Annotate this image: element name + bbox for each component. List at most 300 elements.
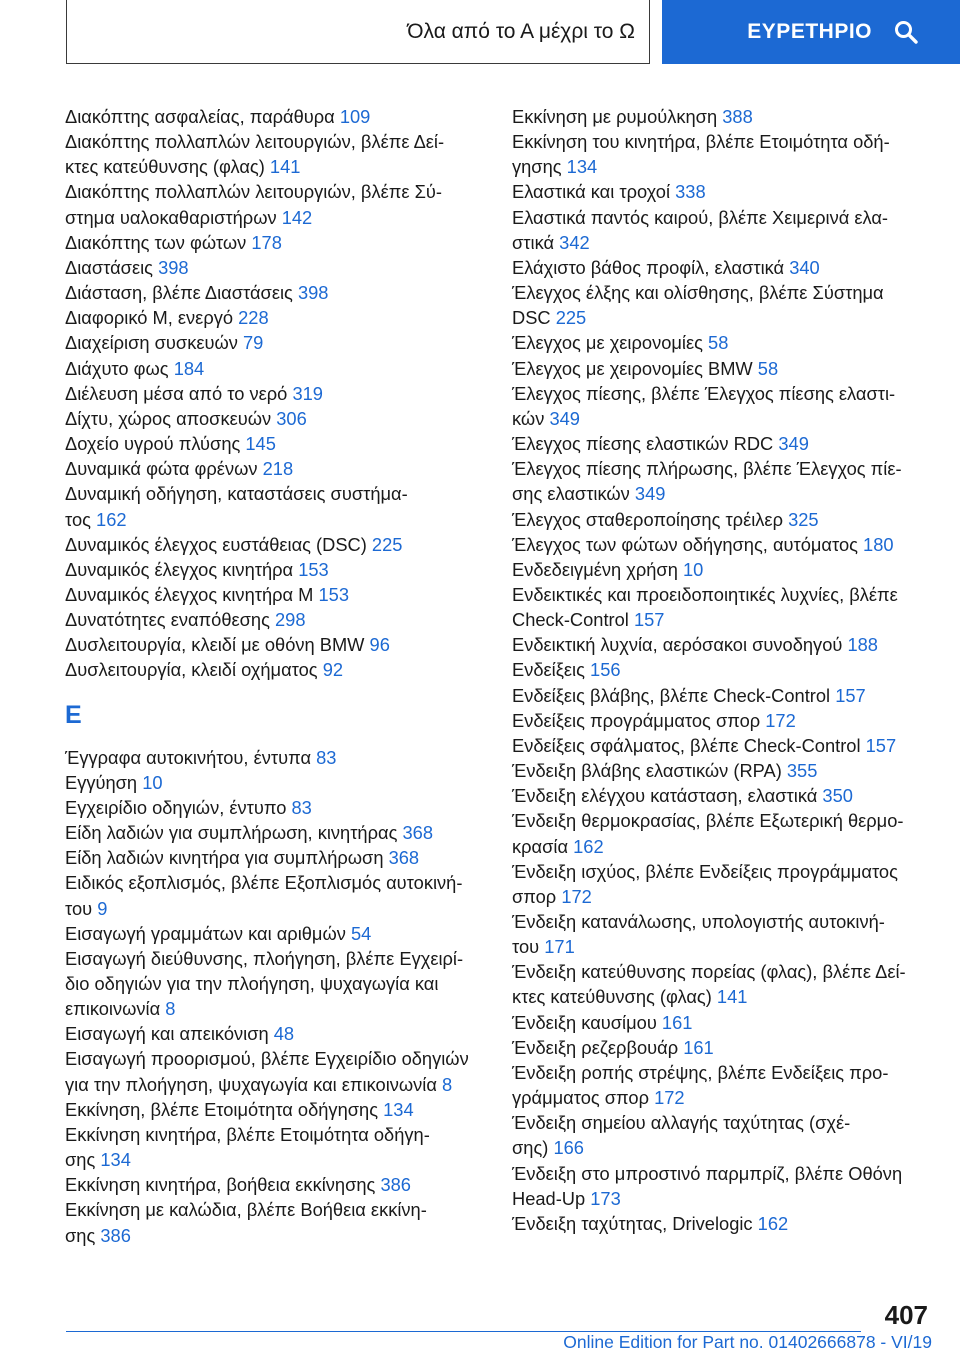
index-entry-label: γησης xyxy=(512,156,562,178)
index-entry xyxy=(512,783,932,808)
index-entry-label: του xyxy=(65,897,93,919)
index-entry-label: Διάχυτο φως xyxy=(65,357,169,379)
index-entry-text xyxy=(65,532,485,557)
index-entry-text xyxy=(65,280,485,305)
index-entry xyxy=(512,1060,932,1110)
index-entry-label: Είδη λαδιών κινητήρα για συμπλήρωση xyxy=(65,847,384,869)
index-column-left xyxy=(65,104,485,1248)
page-reference-link[interactable]: 134 xyxy=(566,156,598,178)
index-entry xyxy=(65,845,485,870)
index-entry-text xyxy=(65,845,485,870)
index-entry xyxy=(65,104,485,129)
index-entry-label: Έλεγχος πίεσης ελαστικών RDC xyxy=(512,433,774,455)
index-entry-text xyxy=(512,934,932,959)
page-reference-link[interactable]: 157 xyxy=(633,609,665,631)
index-entry-text: Ενδεικτικές και προειδοποιητικές λυχνίες, βλέπε xyxy=(512,583,898,605)
index-column-right xyxy=(512,104,932,1236)
index-entry-label: Διαχείριση συσκευών xyxy=(65,332,238,354)
index-entry-text xyxy=(512,683,932,708)
index-entry xyxy=(512,1211,932,1236)
index-entry xyxy=(65,632,485,657)
index-entry-text xyxy=(65,896,485,921)
index-entry xyxy=(512,657,932,682)
page-reference-link[interactable]: 79 xyxy=(243,332,264,354)
index-entry-text xyxy=(65,632,485,657)
index-entry xyxy=(65,582,485,607)
index-entry xyxy=(512,632,932,657)
index-entry xyxy=(65,129,485,179)
index-entry-label: κτες κατεύθυνσης (φλας) xyxy=(512,986,712,1008)
index-entry-text: Εκκίνηση με καλώδια, βλέπε Βοήθεια εκκίνη- xyxy=(65,1199,427,1221)
index-entry-label: Δυναμικά φώτα φρένων xyxy=(65,458,258,480)
index-entry-text xyxy=(65,657,485,682)
index-entry-text: Δυναμική οδήγηση, καταστάσεις συστήμα- xyxy=(65,483,408,505)
index-entry-text: Εισαγωγή διεύθυνσης, πλοήγηση, βλέπε Εγχειρί- xyxy=(65,947,464,969)
section-letter: Ε xyxy=(65,700,82,729)
index-entry xyxy=(512,1110,932,1160)
index-entry-label: τος xyxy=(65,508,91,530)
index-entry-text xyxy=(65,381,485,406)
index-entry-text xyxy=(65,305,485,330)
page-reference-link[interactable]: 298 xyxy=(275,609,306,631)
index-entry-text: Ένδειξη σημείου αλλαγής ταχύτητας (σχέ- xyxy=(512,1112,851,1134)
index-entry-label: Δίχτυ, χώρος αποσκευών xyxy=(65,407,272,429)
index-entry xyxy=(512,909,932,959)
page-reference-link[interactable]: 156 xyxy=(590,659,621,681)
index-entry-label: επικοινωνία xyxy=(65,998,161,1020)
index-entry-text xyxy=(512,532,932,557)
index-entry-text xyxy=(512,557,932,582)
index-entry xyxy=(512,330,932,355)
page-reference-link[interactable]: 180 xyxy=(863,533,894,555)
page-reference-link[interactable]: 225 xyxy=(371,533,403,555)
index-entry-text: Εκκίνηση κινητήρα, βλέπε Ετοιμότητα οδήγη- xyxy=(65,1123,430,1145)
index-entry-label: Εισαγωγή γραμμάτων και αριθμών xyxy=(65,922,346,944)
index-entry-text xyxy=(65,557,485,582)
page-reference-link[interactable]: 166 xyxy=(553,1137,584,1159)
index-entry-text: Έλεγχος έλξης και ολίσθησης, βλέπε Σύστημα xyxy=(512,282,884,304)
index-entry-text xyxy=(512,834,932,859)
index-entry xyxy=(512,280,932,330)
page-reference-link[interactable]: 172 xyxy=(654,1087,685,1109)
index-entry-label: Έλεγχος των φώτων οδήγησης, αυτόματος xyxy=(512,533,858,555)
index-entry xyxy=(512,557,932,582)
page-reference-link[interactable]: 228 xyxy=(238,307,269,329)
index-entry-label: Εισαγωγή και απεικόνιση xyxy=(65,1023,269,1045)
page-reference-link[interactable]: 153 xyxy=(298,558,329,580)
index-entry xyxy=(65,280,485,305)
index-entry-text: Ειδικός εξοπλισμός, βλέπε Εξοπλισμός αυτοκινή- xyxy=(65,872,463,894)
index-entry-label: του xyxy=(512,936,540,958)
index-entry xyxy=(65,255,485,280)
index-entry xyxy=(512,959,932,1009)
page-reference-link[interactable]: 171 xyxy=(544,936,575,958)
index-entry-label: σης xyxy=(65,1224,96,1246)
index-entry-text: Ένδειξη θερμοκρασίας, βλέπε Εξωτερική θερμο- xyxy=(512,810,904,832)
page-reference-link[interactable]: 157 xyxy=(865,734,897,756)
index-entry-label: για την πλοήγηση, ψυχαγωγία και επικοινωνία xyxy=(65,1073,437,1095)
page-reference-link[interactable]: 172 xyxy=(765,709,796,731)
page-reference-link[interactable]: 157 xyxy=(835,684,866,706)
index-entry xyxy=(65,481,485,531)
index-entry-label: Ένδειξη καυσίμου xyxy=(512,1011,657,1033)
index-entry-text xyxy=(512,1186,932,1211)
index-entry-label: κρασία xyxy=(512,835,569,857)
index-entry xyxy=(512,683,932,708)
index-entry xyxy=(65,356,485,381)
index-entry-text: Ένδειξη στο μπροστινό παρμπρίζ, βλέπε Οθόνη xyxy=(512,1162,903,1184)
index-entry-text xyxy=(65,770,485,795)
index-entry xyxy=(65,795,485,820)
index-entry-text xyxy=(512,1010,932,1035)
index-entry-text xyxy=(512,1085,932,1110)
index-entry-text xyxy=(512,507,932,532)
index-entry xyxy=(512,733,932,758)
index-entry-label: σπορ xyxy=(512,885,557,907)
index-entry xyxy=(512,507,932,532)
index-entry xyxy=(512,859,932,909)
index-entry-text xyxy=(65,1172,485,1197)
index-entry-text xyxy=(65,456,485,481)
index-entry-label: Ενδείξεις xyxy=(512,659,585,681)
index-entry xyxy=(65,557,485,582)
index-entry-text xyxy=(65,795,485,820)
index-entry-text xyxy=(512,733,932,758)
index-entry xyxy=(512,129,932,179)
index-entry-label: Είδη λαδιών για συμπλήρωση, κινητήρας xyxy=(65,822,398,844)
index-entry xyxy=(65,532,485,557)
index-entry xyxy=(65,770,485,795)
tab-index[interactable] xyxy=(662,0,960,64)
page-reference-link[interactable]: 188 xyxy=(847,634,878,656)
page-reference-link[interactable]: 83 xyxy=(291,796,312,818)
index-entry-label: Δυσλειτουργία, κλειδί οχήματος xyxy=(65,659,318,681)
index-entry-label: Εγχειρίδιο οδηγιών, έντυπο xyxy=(65,796,287,818)
index-entry xyxy=(65,456,485,481)
page-reference-link[interactable]: 162 xyxy=(96,508,127,530)
index-entry-text: Έλεγχος πίεσης, βλέπε Έλεγχος πίεσης ελαστι- xyxy=(512,382,896,404)
index-entry-text xyxy=(65,745,485,770)
page-reference-link[interactable]: 306 xyxy=(276,407,307,429)
index-entry-label: Check-Control xyxy=(512,609,629,631)
index-entry-text xyxy=(512,1211,932,1236)
index-entry-label: Έγγραφα αυτοκινήτου, έντυπα xyxy=(65,746,312,768)
index-entry xyxy=(65,179,485,229)
page-reference-link[interactable]: 92 xyxy=(322,659,344,681)
index-entry-text: Διακόπτης πολλαπλών λειτουργιών, βλέπε Δεί- xyxy=(65,131,445,153)
index-entry-label: Εκκίνηση κινητήρα, βοήθεια εκκίνησης xyxy=(65,1174,376,1196)
index-entry-label: Ένδειξη ρεζερβουάρ xyxy=(512,1036,679,1058)
index-entry-text xyxy=(65,507,485,532)
page-reference-link[interactable]: 218 xyxy=(262,458,294,480)
index-entry-label: σης ελαστικών xyxy=(512,483,630,505)
page-reference-link[interactable]: 83 xyxy=(316,746,337,768)
page-reference-link[interactable]: 134 xyxy=(100,1149,131,1171)
index-entry-text xyxy=(65,1223,485,1248)
tab-index-label: ΕΥΡΕΤΗΡΙΟ xyxy=(747,20,872,43)
page-reference-link[interactable]: 398 xyxy=(158,256,189,278)
index-entry-label: στικά xyxy=(512,231,555,253)
index-entry-label: Δυσλειτουργία, κλειδί με οθόνη BMW xyxy=(65,634,365,656)
page-reference-link[interactable]: 398 xyxy=(297,282,329,304)
page-reference-link[interactable]: 54 xyxy=(350,922,372,944)
index-entry xyxy=(512,456,932,506)
page-reference-link[interactable]: 319 xyxy=(292,382,323,404)
index-entry xyxy=(65,1097,485,1122)
page-reference-link[interactable]: 368 xyxy=(402,822,433,844)
index-entry-label: Δυναμικός έλεγχος κινητήρα xyxy=(65,558,294,580)
index-entry-label: Εκκίνηση με ρυμούλκηση xyxy=(512,106,718,127)
index-entry xyxy=(65,607,485,632)
index-entry xyxy=(512,708,932,733)
index-entry-label: Έλεγχος με χειρονομίες BMW xyxy=(512,357,753,379)
index-entry-text xyxy=(65,1147,485,1172)
page-reference-link[interactable]: 10 xyxy=(142,771,163,793)
index-entry xyxy=(512,104,932,129)
index-entry-label: Ενδεικτική λυχνία, αερόσακοι συνοδηγού xyxy=(512,634,843,656)
index-entry-text xyxy=(512,783,932,808)
index-entry xyxy=(512,1035,932,1060)
page-reference-link[interactable]: 161 xyxy=(683,1036,714,1058)
index-entry-text xyxy=(65,406,485,431)
index-entry xyxy=(65,870,485,920)
index-entry-label: Head-Up xyxy=(512,1187,586,1209)
index-entry xyxy=(65,330,485,355)
index-entry-label: Ενδείξεις βλάβης, βλέπε Check-Control xyxy=(512,684,831,706)
index-entry-text: Ένδειξη ισχύος, βλέπε Ενδείξεις προγράμματος xyxy=(512,860,898,882)
index-entry-label: γράμματος σπορ xyxy=(512,1087,649,1109)
index-entry-label: Διαφορικό M, ενεργό xyxy=(65,307,234,329)
index-entry-label: Έλεγχος σταθεροποίησης τρέιλερ xyxy=(512,508,783,530)
index-entry xyxy=(512,255,932,280)
page-reference-link[interactable]: 355 xyxy=(786,760,818,782)
index-entry-text xyxy=(65,996,485,1021)
index-entry-text xyxy=(512,431,932,456)
index-entry-label: Εγγύηση xyxy=(65,771,138,793)
index-entry xyxy=(65,230,485,255)
index-entry-text: Ένδειξη κατανάλωσης, υπολογιστής αυτοκινή- xyxy=(512,911,885,932)
index-entry-text xyxy=(65,356,485,381)
page-reference-link[interactable]: 340 xyxy=(789,256,820,278)
page-reference-link[interactable]: 109 xyxy=(339,106,371,127)
index-entry xyxy=(65,305,485,330)
index-entry-text xyxy=(65,1097,485,1122)
page-reference-link[interactable]: 349 xyxy=(634,483,666,505)
page-reference-link[interactable]: 58 xyxy=(708,332,729,354)
index-entry-text xyxy=(65,154,485,179)
index-entry-text xyxy=(512,607,932,632)
index-entry-label: Δοχείο υγρού πλύσης xyxy=(65,433,241,455)
index-entry-text xyxy=(512,230,932,255)
index-entry xyxy=(512,1010,932,1035)
index-entry-text xyxy=(512,356,932,381)
page-reference-link[interactable]: 58 xyxy=(757,357,779,379)
page-reference-link[interactable]: 153 xyxy=(318,583,350,605)
page-reference-link[interactable]: 325 xyxy=(788,508,819,530)
index-entry xyxy=(65,820,485,845)
page-reference-link[interactable]: 350 xyxy=(822,785,853,807)
index-entry xyxy=(512,431,932,456)
index-entry xyxy=(65,745,485,770)
index-entry-text xyxy=(512,406,932,431)
index-entry-label: Εκκίνηση, βλέπε Ετοιμότητα οδήγησης xyxy=(65,1098,379,1120)
index-entry-text xyxy=(512,1035,932,1060)
index-entry-text: Διακόπτης πολλαπλών λειτουργιών, βλέπε Σύ- xyxy=(65,181,442,203)
page-reference-link[interactable]: 134 xyxy=(383,1098,414,1120)
page-reference-link[interactable]: 172 xyxy=(561,885,592,907)
index-entry xyxy=(512,758,932,783)
tab-a-to-z-label: Όλα από το Α μέχρι το Ω xyxy=(407,19,635,43)
index-entry xyxy=(65,1021,485,1046)
index-entry-text xyxy=(65,820,485,845)
index-entry-text xyxy=(65,230,485,255)
index-entry-label: Ένδειξη ταχύτητας, Drivelogic xyxy=(512,1212,753,1234)
page-number: 407 xyxy=(884,1300,928,1330)
index-entry-text: Ένδειξη ροπής στρέψης, βλέπε Ενδείξεις προ- xyxy=(512,1061,889,1083)
page-reference-link[interactable]: 184 xyxy=(173,357,205,379)
index-entry-text xyxy=(65,255,485,280)
page-reference-link[interactable]: 342 xyxy=(559,231,590,253)
index-entry-text xyxy=(65,921,485,946)
index-entry-text xyxy=(65,1072,485,1097)
index-entry-label: σης) xyxy=(512,1137,549,1159)
page-reference-link[interactable]: 386 xyxy=(380,1174,411,1196)
index-entry-label: Δυναμικός έλεγχος ευστάθειας (DSC) xyxy=(65,533,367,555)
index-entry-text: Έλεγχος πίεσης πλήρωσης, βλέπε Έλεγχος πίε- xyxy=(512,458,902,480)
index-entry-label: Ενδεδειγμένη χρήση xyxy=(512,558,678,580)
index-group-delta xyxy=(65,104,485,683)
index-group-epsilon xyxy=(65,745,485,1248)
index-entry-text xyxy=(65,1021,485,1046)
index-entry-text xyxy=(512,104,932,129)
index-entry-text xyxy=(512,984,932,1009)
index-entry-label: Έλεγχος με χειρονομίες xyxy=(512,332,703,354)
index-entry-label: κτες κατεύθυνσης (φλας) xyxy=(65,156,265,178)
index-entry-label: Ελαστικά και τροχοί xyxy=(512,181,671,203)
header xyxy=(66,0,960,64)
index-entry-text xyxy=(65,330,485,355)
index-entry xyxy=(65,381,485,406)
page-reference-link[interactable]: 349 xyxy=(549,407,580,429)
index-entry-text xyxy=(65,104,485,129)
page-reference-link[interactable]: 161 xyxy=(661,1011,693,1033)
index-entry xyxy=(65,1172,485,1197)
index-entry-text xyxy=(512,758,932,783)
index-entry-text xyxy=(65,607,485,632)
index-entry xyxy=(512,532,932,557)
index-entry xyxy=(512,582,932,632)
page-reference-link[interactable]: 142 xyxy=(281,206,313,228)
index-entry-text xyxy=(512,481,932,506)
index-entry xyxy=(512,381,932,431)
index-entry-label: Διαστάσεις xyxy=(65,256,153,278)
index-entry-text xyxy=(512,708,932,733)
index-entry xyxy=(512,179,932,204)
index-entry-text xyxy=(512,179,932,204)
index-entry-text xyxy=(512,255,932,280)
index-entry-text: διο οδηγιών για την πλοήγηση, ψυχαγωγία και xyxy=(65,973,439,994)
index-entry-label: Διάσταση, βλέπε Διαστάσεις xyxy=(65,282,293,304)
index-group-epsilon-continued xyxy=(512,104,932,1236)
index-entry-text: Εκκίνηση του κινητήρα, βλέπε Ετοιμότητα οδή- xyxy=(512,131,890,153)
index-entry-text: Ελαστικά παντός καιρού, βλέπε Χειμερινά ελα- xyxy=(512,206,889,228)
index-entry-text xyxy=(512,154,932,179)
page-reference-link[interactable]: 96 xyxy=(369,634,390,656)
page-reference-link[interactable]: 141 xyxy=(269,156,301,178)
index-entry xyxy=(65,431,485,456)
index-entry-text xyxy=(65,431,485,456)
index-entry-label: Ένδειξη βλάβης ελαστικών (RPA) xyxy=(512,760,782,782)
index-entry-text xyxy=(512,632,932,657)
page-reference-link[interactable]: 225 xyxy=(555,307,587,329)
index-entry-label: Δυναμικός έλεγχος κινητήρα M xyxy=(65,583,314,605)
page-reference-link[interactable]: 145 xyxy=(245,433,276,455)
page-reference-link[interactable]: 368 xyxy=(388,847,420,869)
page-reference-link[interactable]: 349 xyxy=(778,433,809,455)
page-reference-link[interactable]: 8 xyxy=(442,1073,453,1095)
page-reference-link[interactable]: 141 xyxy=(716,986,748,1008)
search-icon[interactable] xyxy=(894,20,918,44)
index-entry-label: DSC xyxy=(512,307,551,329)
page-reference-link[interactable]: 10 xyxy=(682,558,704,580)
page-reference-link[interactable]: 386 xyxy=(100,1224,131,1246)
page-reference-link[interactable]: 338 xyxy=(675,181,706,203)
index-entry-text xyxy=(512,884,932,909)
page-reference-link[interactable]: 8 xyxy=(165,998,176,1020)
page-reference-link[interactable]: 162 xyxy=(757,1212,789,1234)
index-entry-label: Διέλευση μέσα από το νερό xyxy=(65,382,288,404)
index-entry xyxy=(512,205,932,255)
index-entry-label: σης xyxy=(65,1149,96,1171)
index-entry-text: Ένδειξη κατεύθυνσης πορείας (φλας), βλέπε Δεί- xyxy=(512,961,906,983)
index-entry-text xyxy=(65,205,485,230)
index-entry xyxy=(65,657,485,682)
page-reference-link[interactable]: 173 xyxy=(590,1187,621,1209)
index-entry-text xyxy=(512,305,932,330)
index-entry xyxy=(65,946,485,1021)
index-entry-label: στημα υαλοκαθαριστήρων xyxy=(65,206,277,228)
page-reference-link[interactable]: 178 xyxy=(251,231,282,253)
index-entry xyxy=(65,406,485,431)
page-reference-link[interactable]: 9 xyxy=(97,897,108,919)
index-entry-text xyxy=(65,582,485,607)
index-entry xyxy=(512,1161,932,1211)
page-reference-link[interactable]: 388 xyxy=(722,106,753,127)
index-entry-text: Εισαγωγή προορισμού, βλέπε Εγχειρίδιο οδηγιών xyxy=(65,1048,469,1070)
index-entry-text xyxy=(512,657,932,682)
index-entry-text xyxy=(512,330,932,355)
index-entry xyxy=(65,1122,485,1172)
index-entry-label: Δυνατότητες εναπόθεσης xyxy=(65,609,270,631)
index-entry xyxy=(512,808,932,858)
index-entry-label: κών xyxy=(512,407,545,429)
page-reference-link[interactable]: 48 xyxy=(273,1023,295,1045)
page-reference-link[interactable]: 162 xyxy=(573,835,604,857)
index-entry-label: Διακόπτης των φώτων xyxy=(65,231,247,253)
index-entry-label: Ελάχιστο βάθος προφίλ, ελαστικά xyxy=(512,256,785,278)
index-entry-label: Διακόπτης ασφαλείας, παράθυρα xyxy=(65,106,335,127)
footer-edition: Online Edition for Part no. 01402666878 - VI/19 xyxy=(563,1332,932,1352)
index-entry-label: Ενδείξεις προγράμματος σπορ xyxy=(512,709,761,731)
index-entry-label: Ενδείξεις σφάλματος, βλέπε Check-Control xyxy=(512,734,861,756)
index-entry-text xyxy=(512,1135,932,1160)
index-entry xyxy=(512,356,932,381)
index-entry xyxy=(65,921,485,946)
index-entry xyxy=(65,1046,485,1096)
index-entry xyxy=(65,1197,485,1247)
index-entry-label: Ένδειξη ελέγχου κατάσταση, ελαστικά xyxy=(512,785,818,807)
tab-a-to-z[interactable] xyxy=(66,0,650,64)
